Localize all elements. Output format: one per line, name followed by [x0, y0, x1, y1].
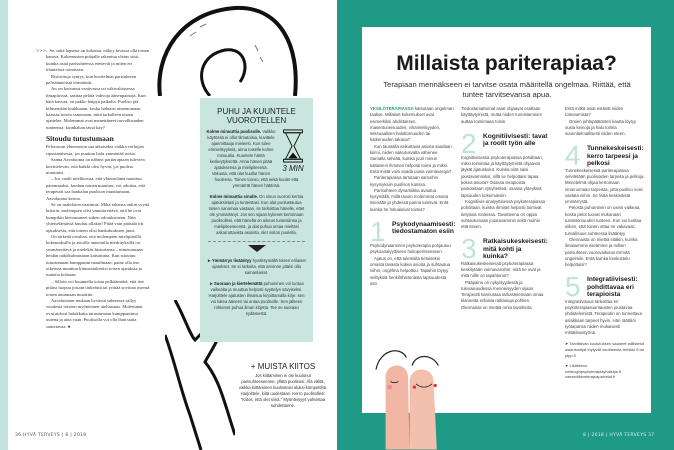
article-column-2	[461, 106, 548, 311]
section-title: Tunnekeskeisesti: kerro tarpeesi ja pelkosi	[587, 145, 644, 168]
section-integrative	[565, 271, 645, 303]
paragraph: Se on mahdoton vaatimus. Mikä tahansa onkin syynä kriisiin, molempien olisi ymmärrettävä, että he ovat kumpikin kietoutuneet siihen odotuksineen. Niin yhteiselämässä kuuluu ollakin! Pitää vain päästää irti ajatuksesta, että toinen olisi hankaluuksien juuri.	[46, 201, 149, 233]
box-paragraph: On sinun vuorosi kertoa ajatuksistasi ja tunteistasi. Kun alat puolustautua toisen sanomaa vastaan, se tarkoittaa hänelle, ettet ole ymmärtänyt. Jos sen sijaan kykenet kertomaan puolisollesi, että hänellä on oikeus tunteisiinsa ja mielipiteeseensä, ja alat puhua omaa mieltäsi askarruttavista asioista, olet voiton puolella.	[208, 194, 305, 235]
tip-text: puhuminen voi tuntua vaikealta ja muuttua helposti syyttelyn sävyiseksi. Harjoittele ajatusten ilmaisua kirjoittamalla kirje: sen voi lukea ääneen tai antaa puolisolle. Sen jälkeen rohkenet puhua ilman kirjettä. Tee se suoraan sydämestä.	[208, 281, 305, 316]
section-emotion-focused	[565, 140, 645, 172]
paragraph: Pelottavan yhteenoton saa aikaiseksi vaikka verhojen ripustamisesta, jos puuttuu halu ymmärtää toista.	[46, 144, 144, 156]
page-folio-left: 36 HYVÄ TERVEYS | 8 | 2018	[15, 433, 87, 438]
paragraph: Kun taustalla vaikuttavia asioita saadaan kiinni, niiden vaikutusvalta vähenee. Samalla selviää, kuinka juuri minun kaltaiseni ihminen helposti toimii ja miksi. Entä mistä voisi saada uusia voimavaroja?	[370, 143, 452, 174]
section-title: Ratkaisukeskeisesti: mitä kohti ja kuinka?	[483, 238, 548, 261]
paragraph: Pariterapiassa tartutaan samoihin kysymyksiin puolison kanssa.	[370, 175, 439, 187]
paragraph: Ristiriitoja syntyy, kun kuvitelmat parisuhteen pelisäännöistä törmäävät.	[46, 73, 137, 86]
paragraph: Ratkaisukeskeisessä psykoterapiassa keskitytään voimavaroihin: mitä ne ovat ja mitä niille on tapahtunut?	[461, 260, 541, 279]
page-edge-strip	[0, 0, 8, 450]
section-psychodynamic	[370, 216, 456, 248]
page-subtitle: Terapiaan mennäkseen ei tarvitse osata määritellä ongelmaa. Riittää, että tuntee tarvitsevansa apua.	[383, 80, 631, 99]
paragraph: Integratiivisuus tarkoittaa eri psykoterapiasuuntausten joustavaa yhdistelemistä. Terapeutin on tunnettava asiakkaan tarpeet hyvin. Hän räätälöi työtapansa niiden mukaisesti mittatilaustyönä.	[565, 298, 642, 336]
divider	[208, 241, 305, 242]
page-title: Millaista pariterapiaa?	[396, 52, 617, 75]
box-title: PUHU JA KUUNTELE VUOROTELLEN	[217, 107, 296, 125]
section-number: 2	[461, 127, 477, 159]
paragraph: Olennaista on miettiä sitäkin, kuinka ilmaisemme itseämme ja milloin parisuhteen vuorovaikutus törmää ongelmiin. Entä kuinka keskustelu helpottuisi?	[565, 236, 638, 268]
bold-lead: ➤ Suoraan ja kiertelemättä	[209, 281, 263, 286]
ear-illustration	[150, 0, 300, 96]
paragraph: Tiedostamattomat asiat ohjaavat osaltaan käyttäytymistä, mutta niiden tunnistaminen auttaa toimimaan toisin.	[461, 106, 542, 124]
section-number: 1	[370, 216, 386, 248]
intro-text: katsotaan ongelman taakse. Millaiset kokemukset ovat esimerkiksi ahdistuksen, masentuneisuuden, vihamielisyyden, seksuaalisen haluttomuuden tai katkeruuden takana?	[370, 106, 454, 143]
paragraph: – Se, mitä lapsena on kokenut, näkyy tavassa olla toisen kanssa. Kokemusten pohjalle rakentuu oletus siitä, kuinka asiat parisuhteessa etenevät ja miten eri tilanteissa toimitaan.	[46, 48, 150, 73]
section-title: Kognitiivisesti: tavat ja roolit työn alle	[483, 132, 548, 148]
fingers-couple-photo	[368, 345, 448, 450]
tip-title: + MUISTA KIITOS	[250, 362, 316, 371]
article-column-3	[565, 106, 645, 380]
tip-text: Jos kiittäminen ei ole kuulunut parisuhteeseenne, yllätä puolisosi. Älä välitä, vaikka kiittäminen kuulostaisi aluksi kömpelöltä. Harjoittele, kiitä uudestaan. Kerro puolisollesi: "Kiitos, että olet siinä." Myönteisyys vahvistaa suhdettanne.	[238, 373, 328, 408]
bold-lead: Kolme minuuttia puolisolle.	[206, 129, 262, 134]
info-note: ➤ Lisätietoa: helsinginpsykoterapiayhdistys.fi, vaestoliittonterapiapalvelut.fi	[565, 363, 623, 380]
info-note: ➤ Tarvittavan koulutuksen saaneet laillistetut asiantuntijat löytyvät osoitteesta terhikki.fi tai ytpp.fi	[565, 341, 645, 358]
paragraph: Omien johtopäätösten kautta löytyy uusia keinoja ja halu toimia suunnitelmallisesti niiden eteen.	[565, 118, 637, 137]
hourglass-icon	[280, 129, 306, 163]
paragraph: Parisuhteen dynamiikka avautuu kysymällä, millä tavoin molemmat omana itsenään ja yhdessä parina toimivat. Entä kuinka he haluaisivat toimia?	[370, 187, 449, 212]
section-title: Psykodynaamisesti: tiedostamaton esiin	[392, 221, 456, 236]
paragraph: – Silloin voi kuunnella toista pelkäämättä, että itse pitäisi luopua jostain tärkeästä tai yrittää sovittaa itsensä toisen antamaan muottiin.	[46, 278, 150, 297]
section-heading: Sitoudu tutustumaan	[46, 134, 114, 144]
article-column-1	[370, 106, 454, 287]
paragraph: Pelosta puhuminen on usein vaikeaa, koska pelot tuovat mukanaan turvattomuuden tunteen. Kun voi luottaa siihen, että toinen ottaa ne vakavasti, turvallisuus suhteessa lisääntyy.	[565, 205, 642, 236]
intro-lead: YKSILÖTERAPIASSA	[370, 106, 414, 111]
paragraph: Psykodynaaminen psykoterapia pohjautuu psykoanalyyttiseen hoitoperinteeseen.	[370, 243, 451, 255]
paragraph: Jos on kasvanut vaativassa tai väkivaltaisessa ilmapiirissä, saattaa pelätä vahvoja äänenpainoja. Kun hätä kasvaa, on pakko häipyä paikalta. Puoliso jää kihisemään kiukkuaan, koska haluaisi nimenomaan haastaa toisen sanomaan, mitä tarkalleen ottaen ajattelee. Molemmat ovat menettäneet turvallisuuden tunteensa: kuinkahan tässä käy?	[46, 86, 146, 130]
paragraph: On tärkeää oivaltaa, että molempien mielipiteillä, kokemuksilla ja asioille annetuilla merkityksillä on ymmärrettävä ja mielekäs historiansa – nimenomaan heidän näkökulmastaan katsottuna. Kun sitoutuu tutustumaan kumppanin maailmaan, paine olla itse oikeassa muuttuu kiinnostukseksi toisen ajatuksia ja tunteita kohtaan.	[46, 233, 143, 278]
paragraph: Aavaluoman mukaan hyvässä suhteessa säilyy vuodesta toiseen myönteinen uteliaisuus. Molemmat ovat aidosti halukkaita tutustumaan kumppaniinsa uutena ja aina vaan. Puolisolla voi olla ihan uutta sanottavaa. ●	[46, 298, 143, 329]
paragraph: Pääpaino on nykyisyydessä ja tulevaisuudessa menneisyyden sijaan. Terapeutti kannustaa tarkastelemaan omaa tilannetta erilaisia ratkaisuja pohtien. Olennaista on miettiä omia tavoitteita.	[461, 279, 544, 310]
paragraph: – Jos vaalii mielikuvaa, että yhteiselämä muuttuu paremmaksi, kunhan toinen muuttuu, voi odottaa, että terapeutti saa hankalan puolison muuttumaan, Aavaluoma kertoo.	[46, 176, 146, 201]
timer-label: 3 MIN	[282, 164, 304, 173]
continued-marker: >>>	[36, 48, 47, 53]
box-paragraph: Valikko käytössä ei ollut tilmatoisia, kuvittele ajanmittaaja mieleesi. Kun tulee erimielisyyksiä, anna toiselle kolme minuuttia. Kuuntele häntä keskeytyksettä. Anna hänen pitää ajatuksensa ja mielipiteensä. Vakuuta, että olet kuullut hänen huolensa. Toinen toivoo, että sekä kuulet että ymmärrät hänen hätänsä.	[207, 129, 299, 188]
arrow-down-icon	[248, 245, 266, 252]
section-number: 3	[461, 233, 477, 265]
paragraph: Ajatus on, että tulemalla tietoiseksi omasta tavasta kokea asioita ja suhtautua niihin, ongelma helpottuu. Tapaihin löytyy selityksiä henkilöhistoriasta lapsuudesta asti.	[370, 255, 451, 286]
sidebar-box-talk-listen	[200, 98, 313, 342]
paragraph: Kognitiivis-analyyttisessä psykoterapiassa pohditaan, kuinka ihmiset helposti toimivat tietyissä rooleissa. Tavoitteena on oppia suhtautumaan joustavammin sekä muihin että itseen.	[461, 198, 546, 230]
timer-graphic	[279, 129, 307, 175]
paragraph: Tunnekeskeisessä pariterapiassa selvitetään puolisoiden tarpeita ja pelkoja. Menetelmä ohjaa kertomaan nimenomaan tarpeista, jotta puoliso voisi vastata niihin. Se lisää keskinäistä ymmärrystä.	[565, 167, 645, 205]
paragraph: Kognitiivisessa psykoterapiassa pohditaan, miksi toimintaa ja käyttäytymistä ohjaavat jäykät ajatuskulut. Kuinka niitä saisi joustavammiksi, sillä se helpottaisi tapaa kokea asioita? Osassa terapioista painotetaan nykyhetkeä, osassa yhteyksiä lapsuuden kokemuksiin.	[461, 154, 543, 198]
page-folio-right: 8 | 2018 | HYVÄ TERVEYS 37	[583, 433, 655, 438]
section-cognitive	[461, 127, 548, 159]
tip-text: hyväksymällä toisen erilaiset ajatukset. Se ei tarkoita, että arvonne pitäisi olla samanlaiset.	[212, 258, 306, 275]
section-solution-focused	[461, 233, 548, 265]
tip-remember-thanks	[238, 364, 328, 409]
section-number: 5	[565, 271, 581, 303]
bold-lead: Kolme minuuttia sinulle.	[209, 194, 258, 199]
article-column-left	[46, 48, 150, 330]
bold-lead: ➤ Ymmärrys lisääntyy	[207, 258, 252, 263]
section-title: Integratiivisesti: pohdittavaa eri terapioista	[587, 276, 638, 299]
paragraph: Entä mitkä asiat estävät niiden toteutumista?	[565, 106, 624, 118]
section-number: 4	[565, 140, 581, 172]
paragraph: Sanna Aavaluoma on nähnyt pariterapiaan tulevien kuvittelevan, että kaikki olisi hyvin, jos puoliso muuttuisi.	[46, 157, 145, 175]
